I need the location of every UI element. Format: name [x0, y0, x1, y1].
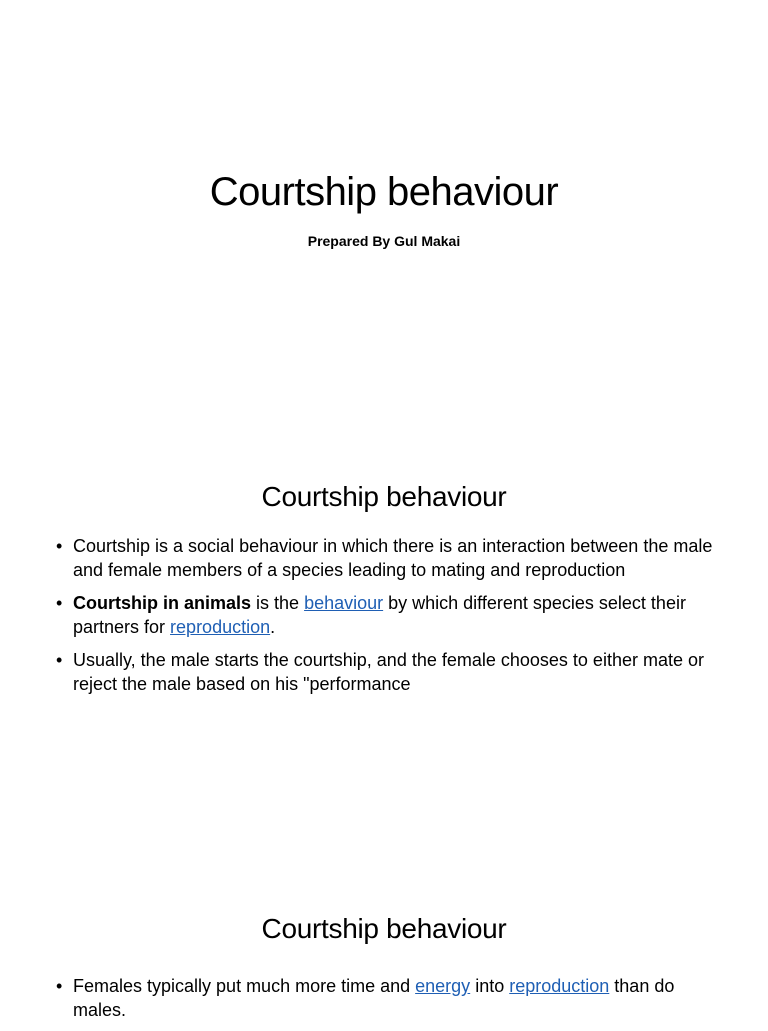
bullet-list: [56, 974, 716, 1031]
energy-link[interactable]: energy: [415, 976, 471, 996]
bullet-text: Usually, the male starts the courtship, and the female chooses to either mate or reject the male based on his "performance: [73, 650, 704, 694]
bullet-text: by which different species select their partners for: [73, 593, 686, 637]
reproduction-link[interactable]: reproduction: [509, 976, 610, 996]
bullet-item: [56, 534, 716, 582]
bullet-marker: •: [56, 536, 63, 556]
bullet-marker: •: [56, 650, 63, 670]
behaviour-link[interactable]: behaviour: [304, 593, 384, 613]
bullet-item: [56, 591, 716, 639]
slide-title: Courtship behaviour: [261, 481, 507, 512]
bullet-marker: •: [56, 976, 63, 996]
bullet-text: Courtship is a social behaviour in which there is an interaction between the male and female members of a species leading to mating and reproduction: [73, 536, 713, 580]
bullet-text: into: [470, 976, 510, 996]
bullet-list: [56, 534, 716, 705]
presentation-author: Prepared By Gul Makai: [307, 233, 461, 249]
slide-title: Courtship behaviour: [261, 913, 507, 944]
reproduction-link[interactable]: reproduction: [170, 617, 271, 637]
bullet-item: [56, 974, 716, 1022]
title-slide: [0, 0, 768, 432]
bullet-text: Females typically put much more time and: [73, 976, 416, 996]
content-slide-2: [0, 864, 768, 1024]
presentation-title: Courtship behaviour: [209, 170, 559, 214]
bullet-text: than do males.: [73, 976, 675, 1020]
bold-term: Courtship in animals: [73, 593, 252, 613]
bullet-marker: •: [56, 593, 63, 613]
bullet-text: .: [270, 617, 276, 637]
content-slide-1: [0, 432, 768, 864]
bullet-text: is the: [251, 593, 305, 613]
bullet-item: [56, 648, 716, 696]
